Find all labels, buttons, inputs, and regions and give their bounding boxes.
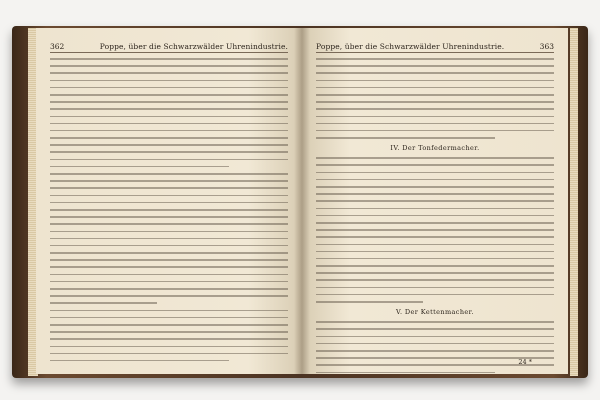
text-line <box>316 222 554 224</box>
text-line <box>316 251 554 253</box>
text-line <box>50 281 288 283</box>
left-body-text <box>50 58 288 367</box>
right-page-header <box>316 40 554 53</box>
text-line <box>316 265 554 267</box>
text-line <box>316 58 554 60</box>
gutter-shadow <box>294 28 310 374</box>
right-running-title: Poppe, über die Schwarzwälder Uhrenindustrie. <box>316 41 505 51</box>
text-line <box>50 346 288 348</box>
text-line <box>50 288 288 290</box>
text-line <box>316 157 554 159</box>
text-line <box>50 274 288 276</box>
text-line <box>316 279 554 281</box>
text-line <box>316 215 554 217</box>
text-line <box>50 130 288 132</box>
text-line <box>316 321 554 323</box>
text-line <box>50 123 288 125</box>
text-line <box>316 343 554 345</box>
open-book <box>10 22 590 380</box>
text-line <box>316 287 554 289</box>
text-line <box>316 164 554 166</box>
text-line <box>50 72 288 74</box>
text-line <box>316 186 554 188</box>
text-line <box>316 236 554 238</box>
text-line <box>316 108 554 110</box>
text-line <box>316 336 554 338</box>
text-line <box>316 94 554 96</box>
left-page <box>36 28 302 374</box>
text-line <box>316 72 554 74</box>
text-line <box>50 94 288 96</box>
text-line <box>50 223 288 225</box>
text-line <box>50 360 229 362</box>
right-page-number: 363 <box>539 41 554 51</box>
text-line <box>50 151 288 153</box>
text-line <box>50 324 288 326</box>
text-line <box>316 87 554 89</box>
text-line <box>50 245 288 247</box>
text-line <box>50 216 288 218</box>
text-line <box>316 137 495 139</box>
text-line <box>50 338 288 340</box>
text-line <box>316 80 554 82</box>
text-line <box>50 202 288 204</box>
right-body-text <box>316 58 554 374</box>
text-line <box>316 301 423 303</box>
text-line <box>50 259 288 261</box>
text-line <box>50 80 288 82</box>
text-line <box>50 317 288 319</box>
text-line <box>50 166 229 168</box>
text-line <box>50 87 288 89</box>
text-line <box>50 159 288 161</box>
text-line <box>316 101 554 103</box>
left-page-header <box>50 40 288 53</box>
text-line <box>50 173 288 175</box>
text-line <box>50 252 288 254</box>
text-line <box>50 331 288 333</box>
left-running-title: Poppe, über die Schwarzwälder Uhrenindustrie. <box>99 41 288 51</box>
section-heading-v: V. Der Kettenmacher. <box>396 308 474 317</box>
text-line <box>316 179 554 181</box>
text-line <box>50 180 288 182</box>
text-line <box>316 208 554 210</box>
text-line <box>50 231 288 233</box>
text-line <box>50 144 288 146</box>
text-line <box>316 172 554 174</box>
text-line <box>50 353 288 355</box>
text-line <box>316 272 554 274</box>
text-line <box>50 195 288 197</box>
text-line <box>316 200 554 202</box>
text-line <box>316 193 554 195</box>
text-line <box>316 65 554 67</box>
text-line <box>50 295 288 297</box>
right-page <box>302 28 568 374</box>
text-line <box>316 123 554 125</box>
text-line <box>316 328 554 330</box>
text-line <box>50 101 288 103</box>
page-edges-right <box>570 28 578 376</box>
text-line <box>50 65 288 67</box>
text-line <box>50 187 288 189</box>
text-line <box>50 108 288 110</box>
text-line <box>316 130 554 132</box>
text-line <box>316 372 495 374</box>
text-line <box>50 116 288 118</box>
text-line <box>316 229 554 231</box>
text-line <box>50 58 288 60</box>
text-line <box>316 116 554 118</box>
text-line <box>316 244 554 246</box>
text-line <box>50 238 288 240</box>
left-page-number: 362 <box>50 41 65 51</box>
text-line <box>316 258 554 260</box>
text-line <box>50 137 288 139</box>
text-line <box>50 310 288 312</box>
text-line <box>50 266 288 268</box>
text-line <box>50 302 157 304</box>
signature-mark: 24 * <box>518 358 532 366</box>
text-line <box>316 350 554 352</box>
text-line <box>50 209 288 211</box>
section-heading-iv: IV. Der Tonfedermacher. <box>390 144 480 153</box>
text-line <box>316 294 554 296</box>
